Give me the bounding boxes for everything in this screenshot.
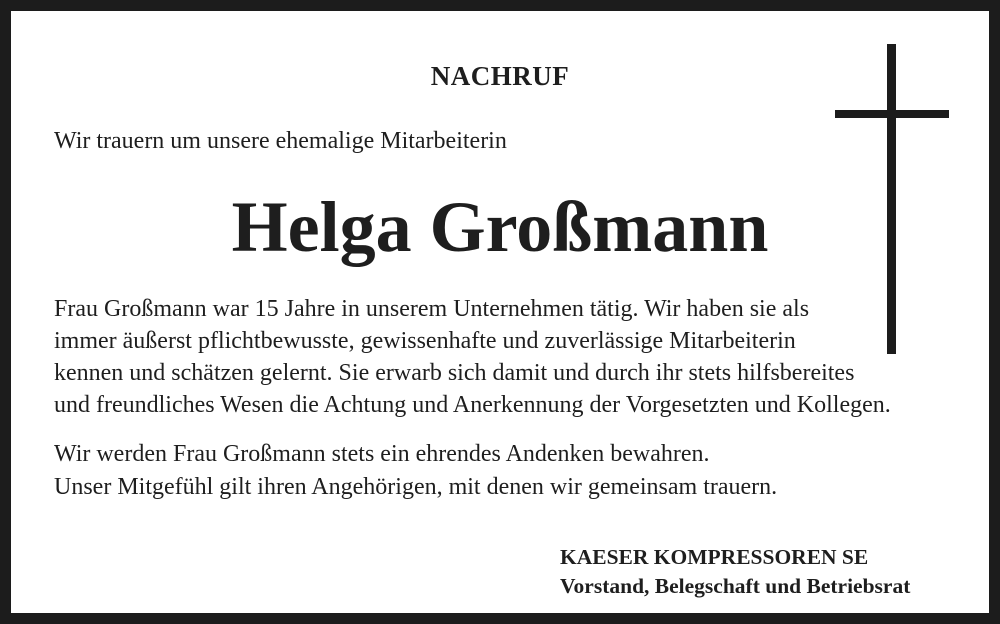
tribute-line: kennen und schätzen gelernt. Sie erwarb sich damit und durch ihr stets hilfsbereites (54, 360, 855, 386)
signature-block (560, 543, 910, 601)
intro-text: Wir trauern um unsere ehemalige Mitarbeiterin (54, 128, 507, 154)
closing-paragraph (54, 438, 777, 504)
closing-line: Wir werden Frau Großmann stets ein ehrendes Andenken bewahren. (54, 441, 710, 467)
signatory-group: Vorstand, Belegschaft und Betriebsrat (560, 574, 911, 598)
deceased-name: Helga Großmann (231, 187, 769, 267)
closing-line: Unser Mitgefühl gilt ihren Angehörigen, mit denen wir gemeinsam trauern. (54, 474, 778, 500)
cross-horizontal-bar (835, 110, 949, 118)
tribute-line: und freundliches Wesen die Achtung und Anerkennung der Vorgesetzten und Kollegen. (54, 392, 891, 418)
tribute-paragraph (54, 293, 891, 421)
cross-icon (835, 44, 949, 354)
tribute-line: immer äußerst pflichtbewusste, gewissenhafte und zuverlässige Mitarbeiterin (54, 328, 796, 354)
company-name: KAESER KOMPRESSOREN SE (560, 545, 869, 569)
tribute-line: Frau Großmann war 15 Jahre in unserem Unternehmen tätig. Wir haben sie als (54, 296, 810, 322)
cross-vertical-bar (887, 44, 896, 354)
notice-heading: NACHRUF (430, 61, 570, 91)
